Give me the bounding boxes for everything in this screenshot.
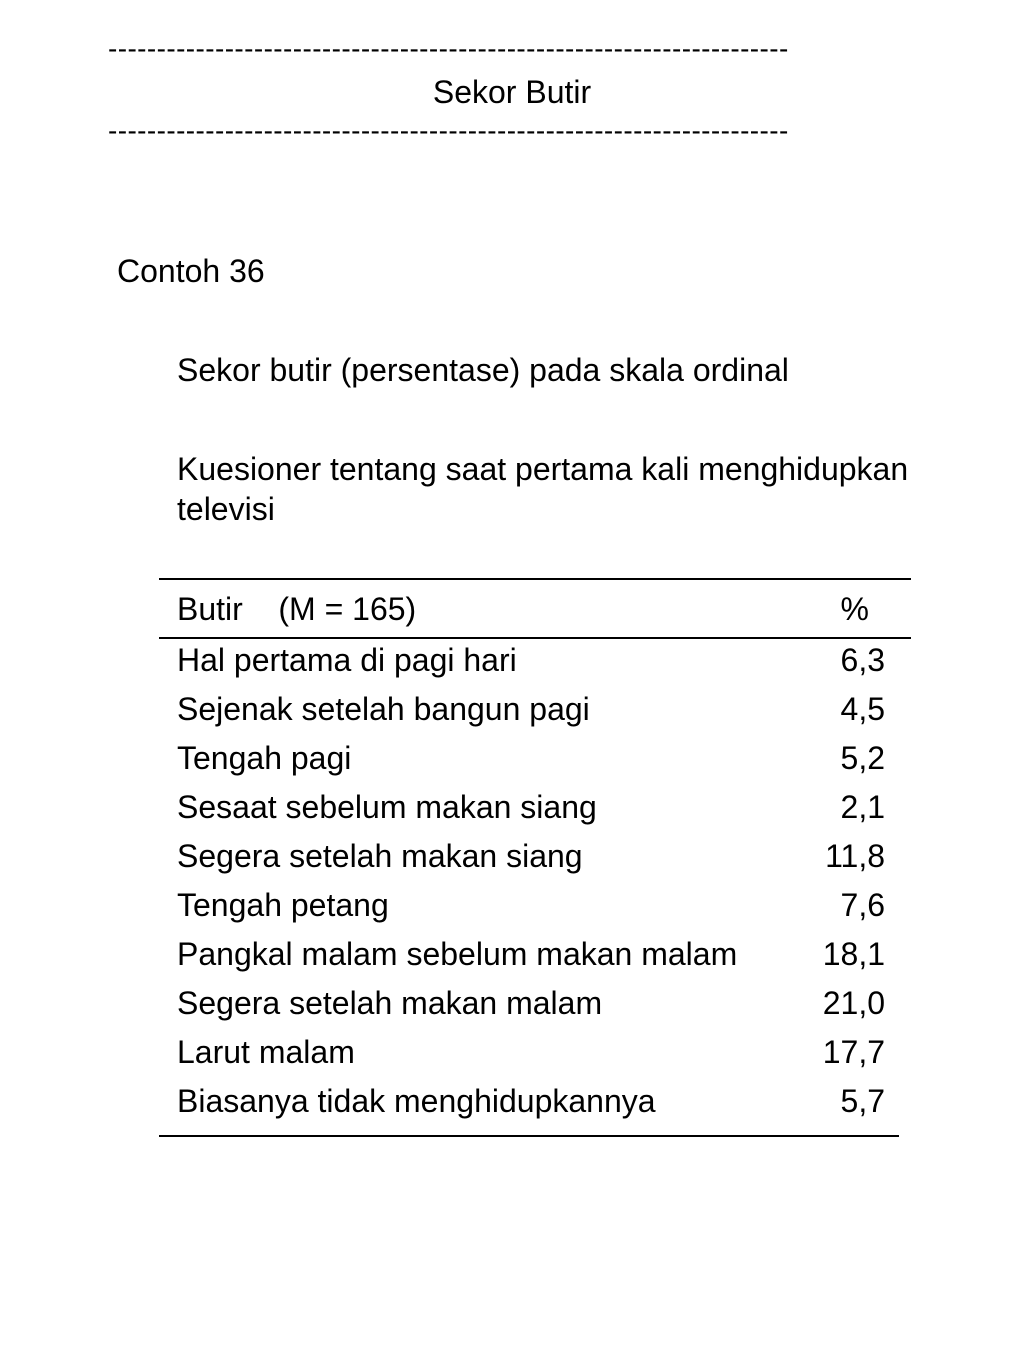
- table-row: [159, 982, 899, 1031]
- column-header-percent: %: [840, 591, 869, 627]
- row-label: Pangkal malam sebelum makan malam: [177, 936, 738, 972]
- row-value: 18,1: [822, 936, 885, 972]
- table-row: [159, 884, 899, 933]
- row-label: Sesaat sebelum makan siang: [177, 789, 597, 825]
- table-row: [159, 1031, 899, 1080]
- table-row: [159, 639, 899, 688]
- row-value: 2,1: [840, 789, 885, 825]
- row-value: 17,7: [822, 1034, 885, 1070]
- table-header: [159, 578, 911, 639]
- row-value: 4,5: [840, 691, 885, 727]
- row-label: Segera setelah makan siang: [177, 838, 583, 874]
- header-rule-bottom: ----------------------------------------------------------------------: [108, 116, 789, 146]
- data-table: [159, 578, 911, 1137]
- page-title: Sekor Butir: [432, 74, 592, 110]
- row-value: 5,7: [840, 1083, 885, 1119]
- header-rule-top: ----------------------------------------------------------------------: [108, 34, 789, 64]
- table-row: [159, 737, 899, 786]
- table-row: [159, 688, 899, 737]
- row-value: 5,2: [840, 740, 885, 776]
- table-row: [159, 1080, 899, 1129]
- example-label: Contoh 36: [117, 253, 265, 289]
- example-description: Kuesioner tentang saat pertama kali menghidupkan televisi: [177, 451, 909, 527]
- row-label: Hal pertama di pagi hari: [177, 642, 517, 678]
- row-value: 21,0: [822, 985, 885, 1021]
- row-value: 11,8: [825, 838, 885, 874]
- table-row: [159, 933, 899, 982]
- row-label: Larut malam: [177, 1034, 355, 1070]
- column-header-item: Butir (M = 165): [177, 591, 417, 627]
- row-label: Tengah pagi: [177, 740, 352, 776]
- row-value: 6,3: [840, 642, 885, 678]
- row-label: Segera setelah makan malam: [177, 985, 603, 1021]
- table-body: [159, 639, 899, 1137]
- row-label: Biasanya tidak menghidupkannya: [177, 1083, 656, 1119]
- table-row: [159, 835, 899, 884]
- row-label: Sejenak setelah bangun pagi: [177, 691, 590, 727]
- example-subtitle: Sekor butir (persentase) pada skala ordinal: [177, 352, 789, 388]
- row-value: 7,6: [840, 887, 885, 923]
- table-row: [159, 786, 899, 835]
- row-label: Tengah petang: [177, 887, 389, 923]
